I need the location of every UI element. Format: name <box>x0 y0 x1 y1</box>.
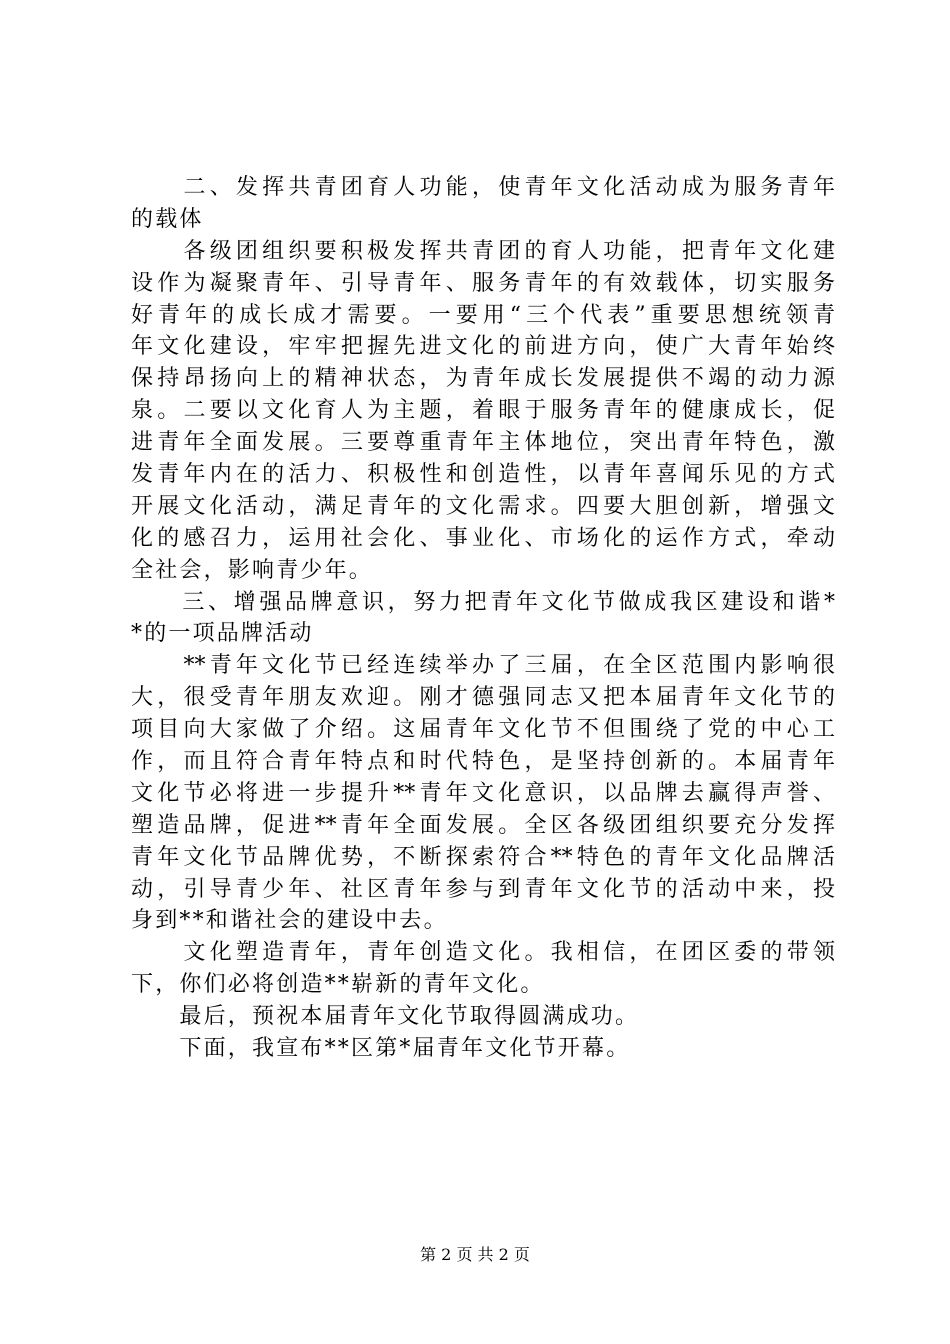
text-line: 下，你们必将创造**崭新的青年文化。 <box>131 972 545 998</box>
text-line: 文化节必将进一步提升**青年文化意识，以品牌去赢得声誉、 <box>131 780 835 806</box>
text-line: 青年文化节品牌优势，不断探索符合**特色的青年文化品牌活 <box>131 844 835 870</box>
text-line: 的载体 <box>131 206 204 232</box>
text-line: *的一项品牌活动 <box>131 621 314 647</box>
text-line: 项目向大家做了介绍。这届青年文化节不但围绕了党的中心工 <box>131 717 835 743</box>
text-line: 泉。二要以文化育人为主题，着眼于服务青年的健康成长，促 <box>131 398 835 424</box>
text-line: 最后，预祝本届青年文化节取得圆满成功。 <box>131 1004 640 1030</box>
text-line: 保持昂扬向上的精神状态，为青年成长发展提供不竭的动力源 <box>131 366 835 392</box>
text-line: 大，很受青年朋友欢迎。刚才德强同志又把本届青年文化节的 <box>131 685 835 711</box>
text-line: 塑造品牌，促进**青年全面发展。全区各级团组织要充分发挥 <box>131 812 835 838</box>
text-line: 二、发挥共青团育人功能，使青年文化活动成为服务青年 <box>131 175 835 200</box>
text-line: 文化塑造青年，青年创造文化。我相信，在团区委的带领 <box>131 940 835 966</box>
text-line: 年文化建设，牢牢把握先进文化的前进方向，使广大青年始终 <box>131 334 835 360</box>
text-line: 全社会，影响青少年。 <box>131 557 374 583</box>
text-line: **青年文化节已经连续举办了三届，在全区范围内影响很 <box>131 653 835 679</box>
text-line: 三、增强品牌意识，努力把青年文化节做成我区建设和谐* <box>131 589 835 615</box>
document-body <box>131 172 835 1065</box>
text-line: 好青年的成长成才需要。一要用“三个代表”重要思想统领青 <box>131 302 835 328</box>
text-line: 设作为凝聚青年、引导青年、服务青年的有效载体，切实服务 <box>131 270 835 296</box>
text-line: 各级团组织要积极发挥共青团的育人功能，把青年文化建 <box>131 238 835 264</box>
text-line: 下面，我宣布**区第*届青年文化节开幕。 <box>131 1036 631 1062</box>
text-line: 进青年全面发展。三要尊重青年主体地位，突出青年特色，激 <box>131 430 835 456</box>
page-number-footer: 第 2 页 共 2 页 <box>420 1245 530 1264</box>
text-line: 发青年内在的活力、积极性和创造性，以青年喜闻乐见的方式 <box>131 462 835 488</box>
text-line: 化的感召力，运用社会化、事业化、市场化的运作方式，牵动 <box>131 525 835 551</box>
text-line: 身到**和谐社会的建设中去。 <box>131 908 448 934</box>
text-line: 开展文化活动，满足青年的文化需求。四要大胆创新，增强文 <box>131 493 835 519</box>
text-line: 作，而且符合青年特点和时代特色，是坚持创新的。本届青年 <box>131 749 835 775</box>
text-line: 动，引导青少年、社区青年参与到青年文化节的活动中来，投 <box>131 876 835 902</box>
